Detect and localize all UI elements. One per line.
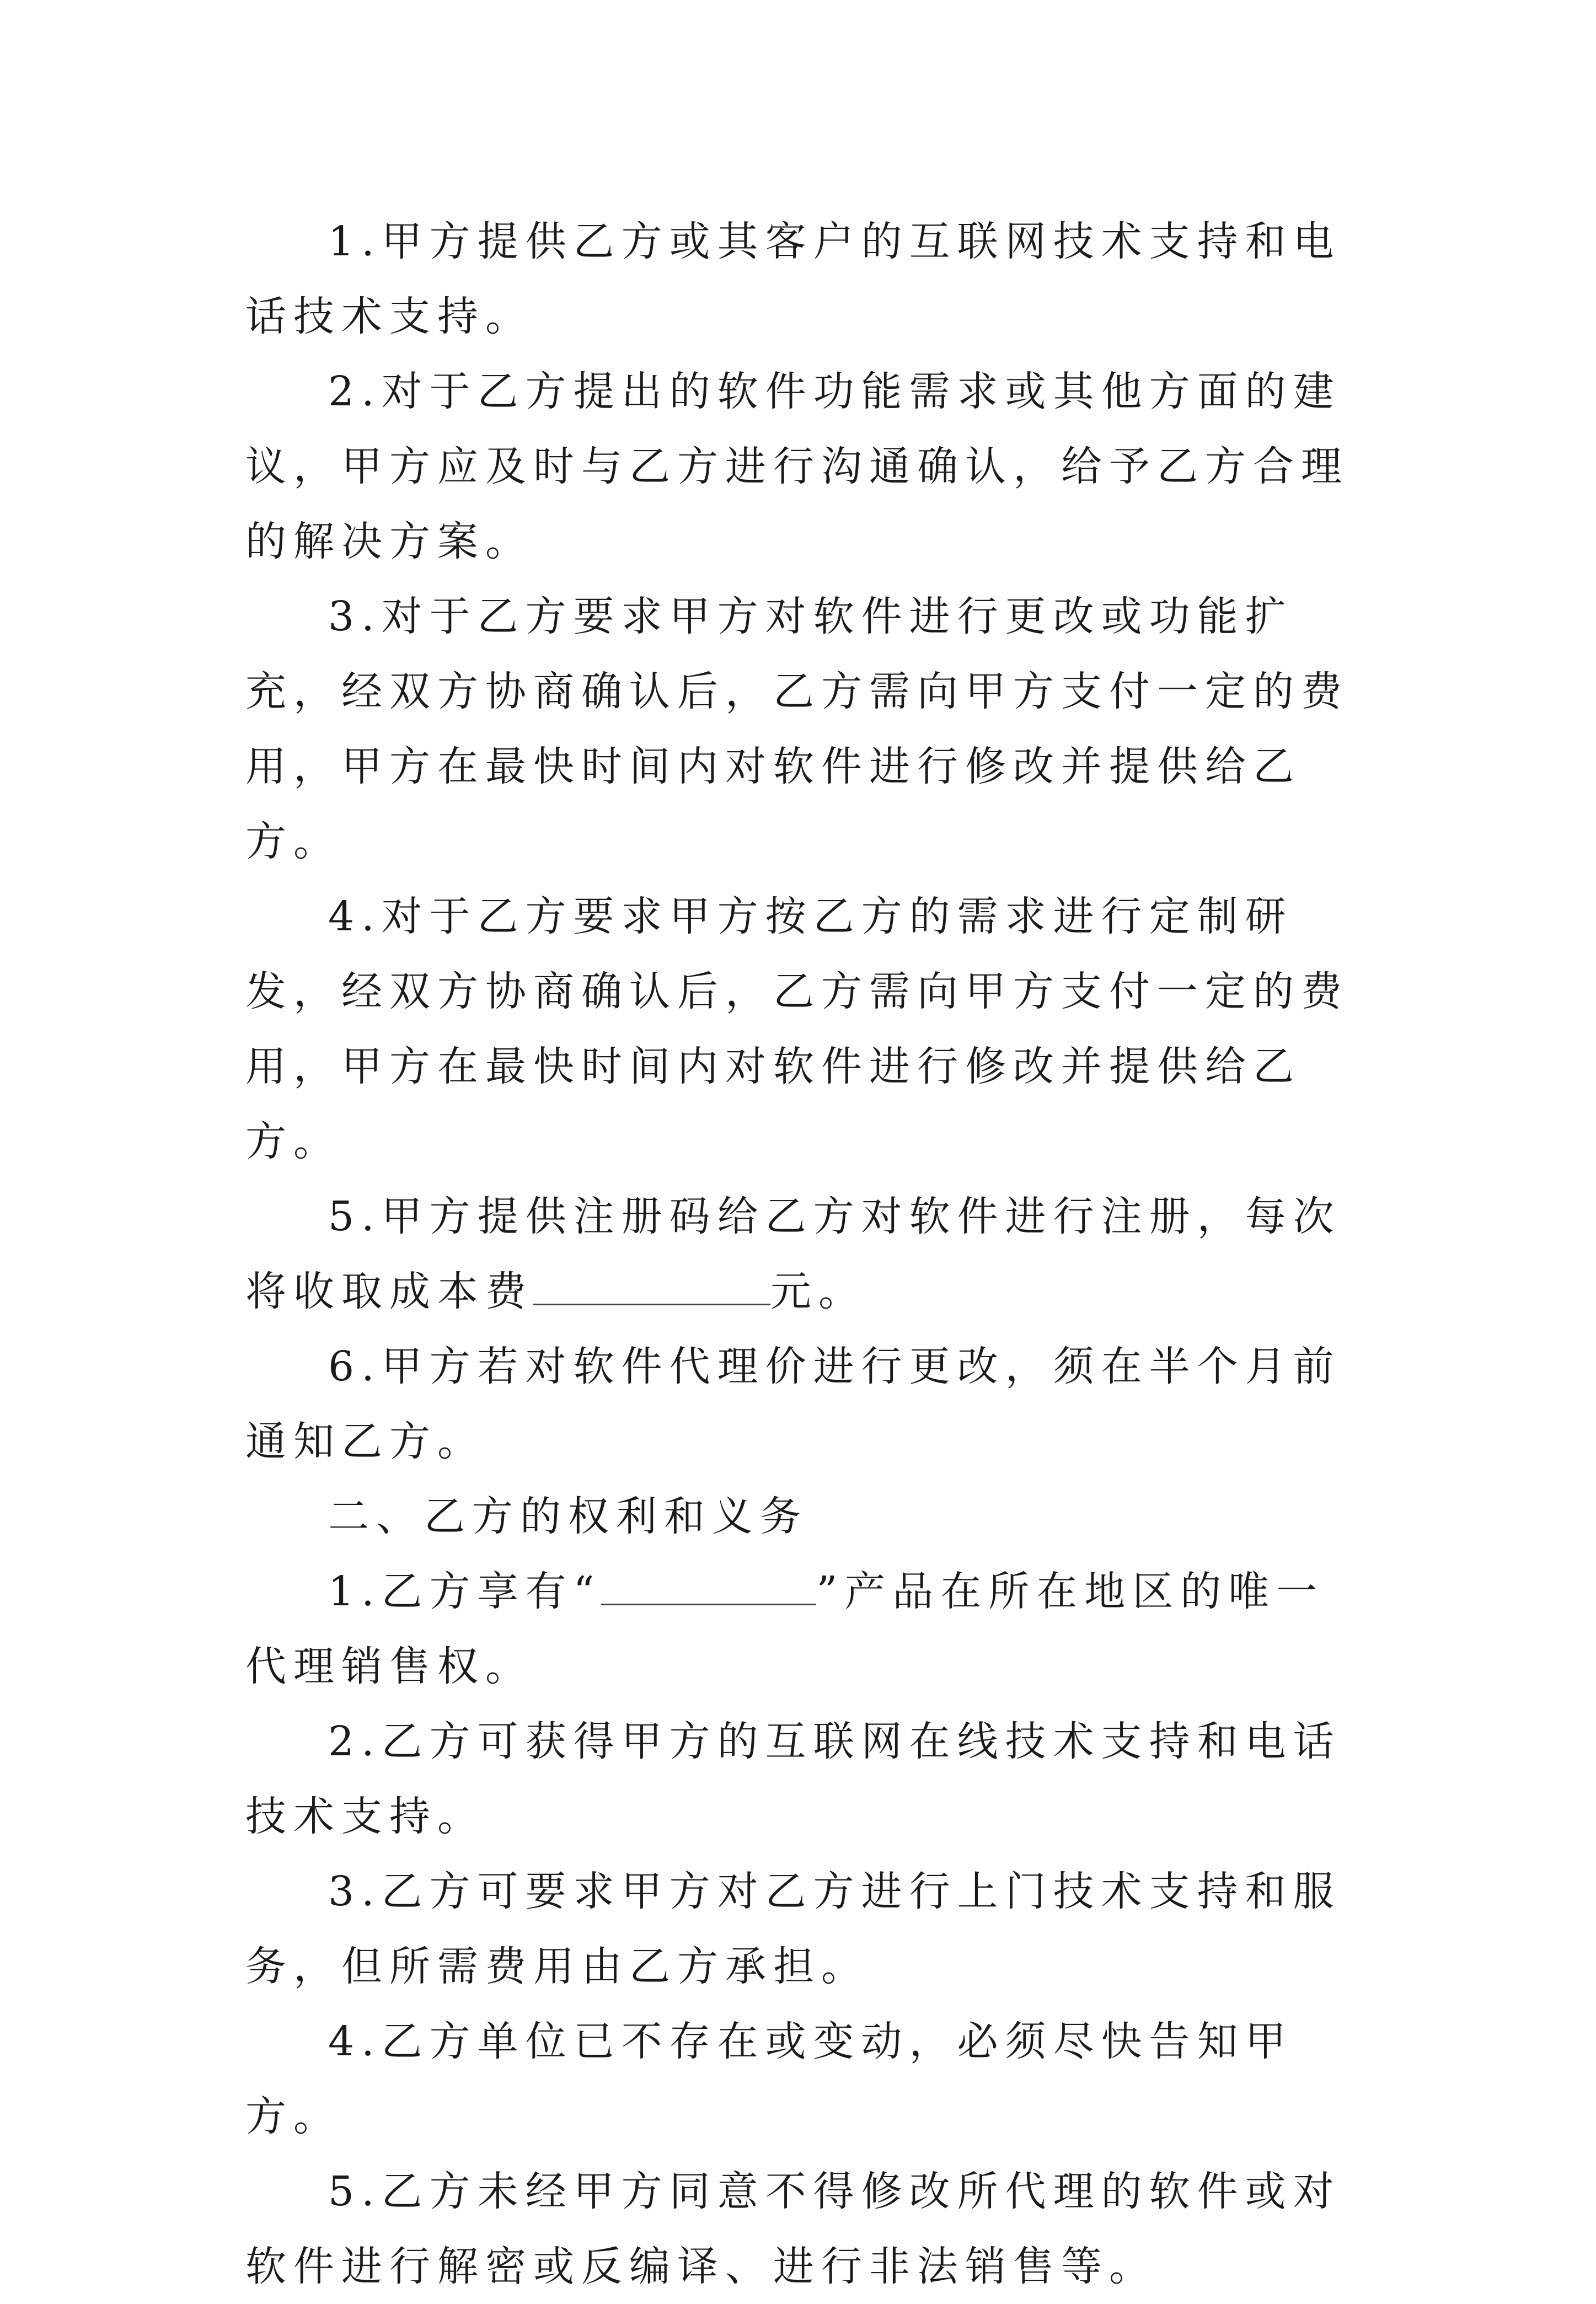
party-b-clause-5: 5.乙方未经甲方同意不得修改所代理的软件或对软件进行解密或反编译、进行非法销售等。	[245, 2168, 1341, 2290]
party-a-clause-2: 2.对于乙方提出的软件功能需求或其他方面的建议，甲方应及时与乙方进行沟通确认，给予乙方合理的解决方案。	[245, 368, 1349, 565]
party-b-clause-2: 2.乙方可获得甲方的互联网在线技术支持和电话技术支持。	[245, 1718, 1341, 1840]
party-b-clause-3: 3.乙方可要求甲方对乙方进行上门技术支持和服务，但所需费用由乙方承担。	[245, 1868, 1341, 1990]
product-name-blank-line	[601, 1567, 816, 1605]
party-b-clause-1-text: 1.乙方享有“	[328, 1568, 602, 1615]
document-body	[245, 204, 1370, 2304]
party-b-clause-4: 4.乙方单位已不存在或变动，必须尽快告知甲方。	[245, 2018, 1293, 2140]
party-b-clause-1	[245, 1554, 1370, 1704]
party-a-clause-5	[245, 1179, 1370, 1329]
party-b-clause-1-suffix: ”产品在所在地区的唯一代理销售权。	[245, 1568, 1325, 1690]
party-a-clause-3: 3.对于乙方要求甲方对软件进行更改或功能扩充，经双方协商确认后，乙方需向甲方支付一定的费用，甲方在最快时间内对软件进行修改并提供给乙方。	[245, 593, 1349, 865]
party-a-clause-5-text: 5.甲方提供注册码给乙方对软件进行注册，每次将收取成本费	[245, 1193, 1341, 1315]
party-a-clause-5-suffix: 元。	[770, 1268, 866, 1315]
fee-blank-line	[533, 1267, 770, 1305]
section-heading-party-b: 二、乙方的权利和义务	[328, 1493, 808, 1540]
party-a-clause-4: 4.对于乙方要求甲方按乙方的需求进行定制研发，经双方协商确认后，乙方需向甲方支付一定的费用，甲方在最快时间内对软件进行修改并提供给乙方。	[245, 893, 1349, 1165]
party-a-clause-6: 6.甲方若对软件代理价进行更改，须在半个月前通知乙方。	[245, 1343, 1341, 1465]
party-a-clause-1: 1.甲方提供乙方或其客户的互联网技术支持和电话技术支持。	[245, 218, 1341, 340]
